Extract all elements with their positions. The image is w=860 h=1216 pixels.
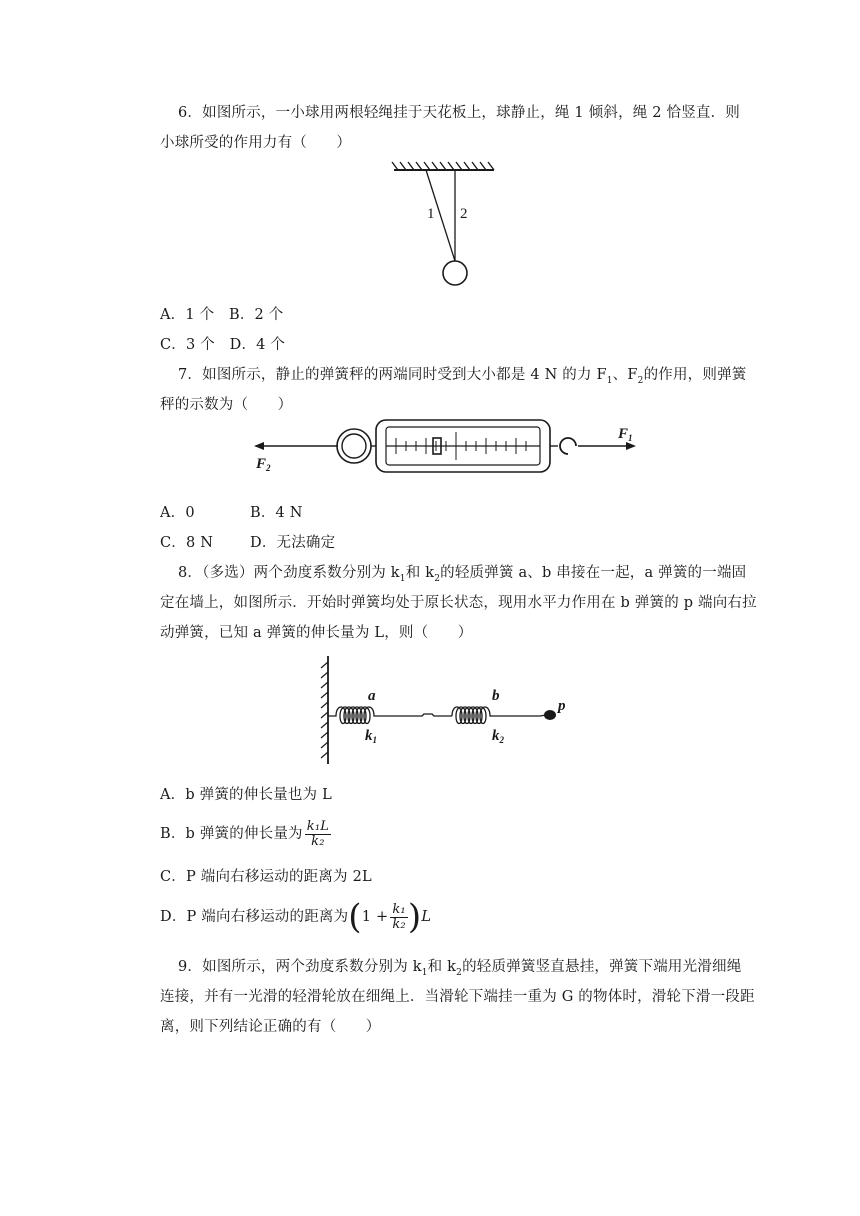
spring-label-k1: $k_1$ — [365, 728, 377, 745]
q7-option-b: B．4 N — [250, 505, 303, 521]
force-label-f1: $F_1$ — [618, 426, 633, 443]
q8-figure-springs — [318, 652, 578, 768]
q7-stem-line1: 7．如图所示，静止的弹簧秤的两端同时受到大小都是 4 N 的力 $F_1$、$F_2$的作用，则弹簧 — [178, 367, 747, 386]
q9-stem-line3: 离，则下列结论正确的有（ ） — [160, 1019, 381, 1035]
ball — [443, 261, 467, 285]
q9-stem-line1: 9．如图所示，两个劲度系数分别为 $k_1$和 $k_2$的轻质弹簧竖直悬挂，弹簧下端用光滑细绳 — [178, 959, 742, 978]
q7-option-d: D．无法确定 — [250, 535, 336, 551]
q8-option-c: C．P 端向右移运动的距离为 2L — [160, 869, 372, 885]
point-label-p: p — [558, 698, 566, 714]
q7-figure-spring-scale — [250, 416, 640, 476]
q8-option-a: A．b 弹簧的伸长量也为 L — [160, 787, 332, 803]
q6-stem-line2: 小球所受的作用力有（ ） — [160, 135, 352, 151]
q6-options-ab: A．1 个 B．2 个 — [160, 307, 284, 323]
q6-options-cd: C．3 个 D．4 个 — [160, 337, 286, 353]
q8-stem-line2: 定在墙上，如图所示．开始时弹簧均处于原长状态，现用水平力作用在 b 弹簧的 p 端向右拉 — [160, 595, 757, 611]
q8-option-b: B．b 弹簧的伸长量为 $\frac{\text{k₁L}}{\text{k₂}}$ — [160, 818, 330, 849]
spring-label-k2: $k_2$ — [492, 728, 504, 745]
q8-stem-line3: 动弹簧，已知 a 弹簧的伸长量为 L，则（ ） — [160, 625, 473, 641]
q7-stem-line2: 秤的示数为（ ） — [160, 397, 293, 413]
q7-option-a: A．0 — [160, 505, 195, 521]
fraction-k1-over-k2: $\frac{\text{k₁}}{\text{k₂}}$ — [392, 901, 406, 932]
q6-figure-pendulum — [390, 160, 500, 290]
spring-label-b: b — [492, 688, 500, 704]
q7-option-c: C．8 N — [160, 535, 214, 551]
spring-label-a: a — [368, 688, 376, 704]
q6-stem-line1: 6．如图所示，一小球用两根轻绳挂于天花板上，球静止，绳 1 倾斜，绳 2 恰竖直．则 — [178, 105, 741, 121]
rope-label-2: 2 — [460, 206, 468, 222]
rope-label-1: 1 — [427, 206, 435, 222]
fraction-k1l-over-k2: $\frac{\text{k₁L}}{\text{k₂}}$ — [306, 818, 330, 849]
q9-stem-line2: 连接，并有一光滑的轻滑轮放在细绳上．当滑轮下端挂一重为 G 的物体时，滑轮下滑一段距 — [160, 989, 755, 1005]
force-label-f2: $F_2$ — [256, 456, 271, 473]
q8-stem-line1: 8．（多选）两个劲度系数分别为 $k_1$和 $k_2$的轻质弹簧 a、b 串接在一起，a 弹簧的一端固 — [178, 565, 747, 584]
point-p — [544, 710, 556, 720]
q8-option-d: D．P 端向右移运动的距离为(1 + $\frac{\text{k₁}}{\text{k₂}}$ )L — [160, 897, 432, 937]
